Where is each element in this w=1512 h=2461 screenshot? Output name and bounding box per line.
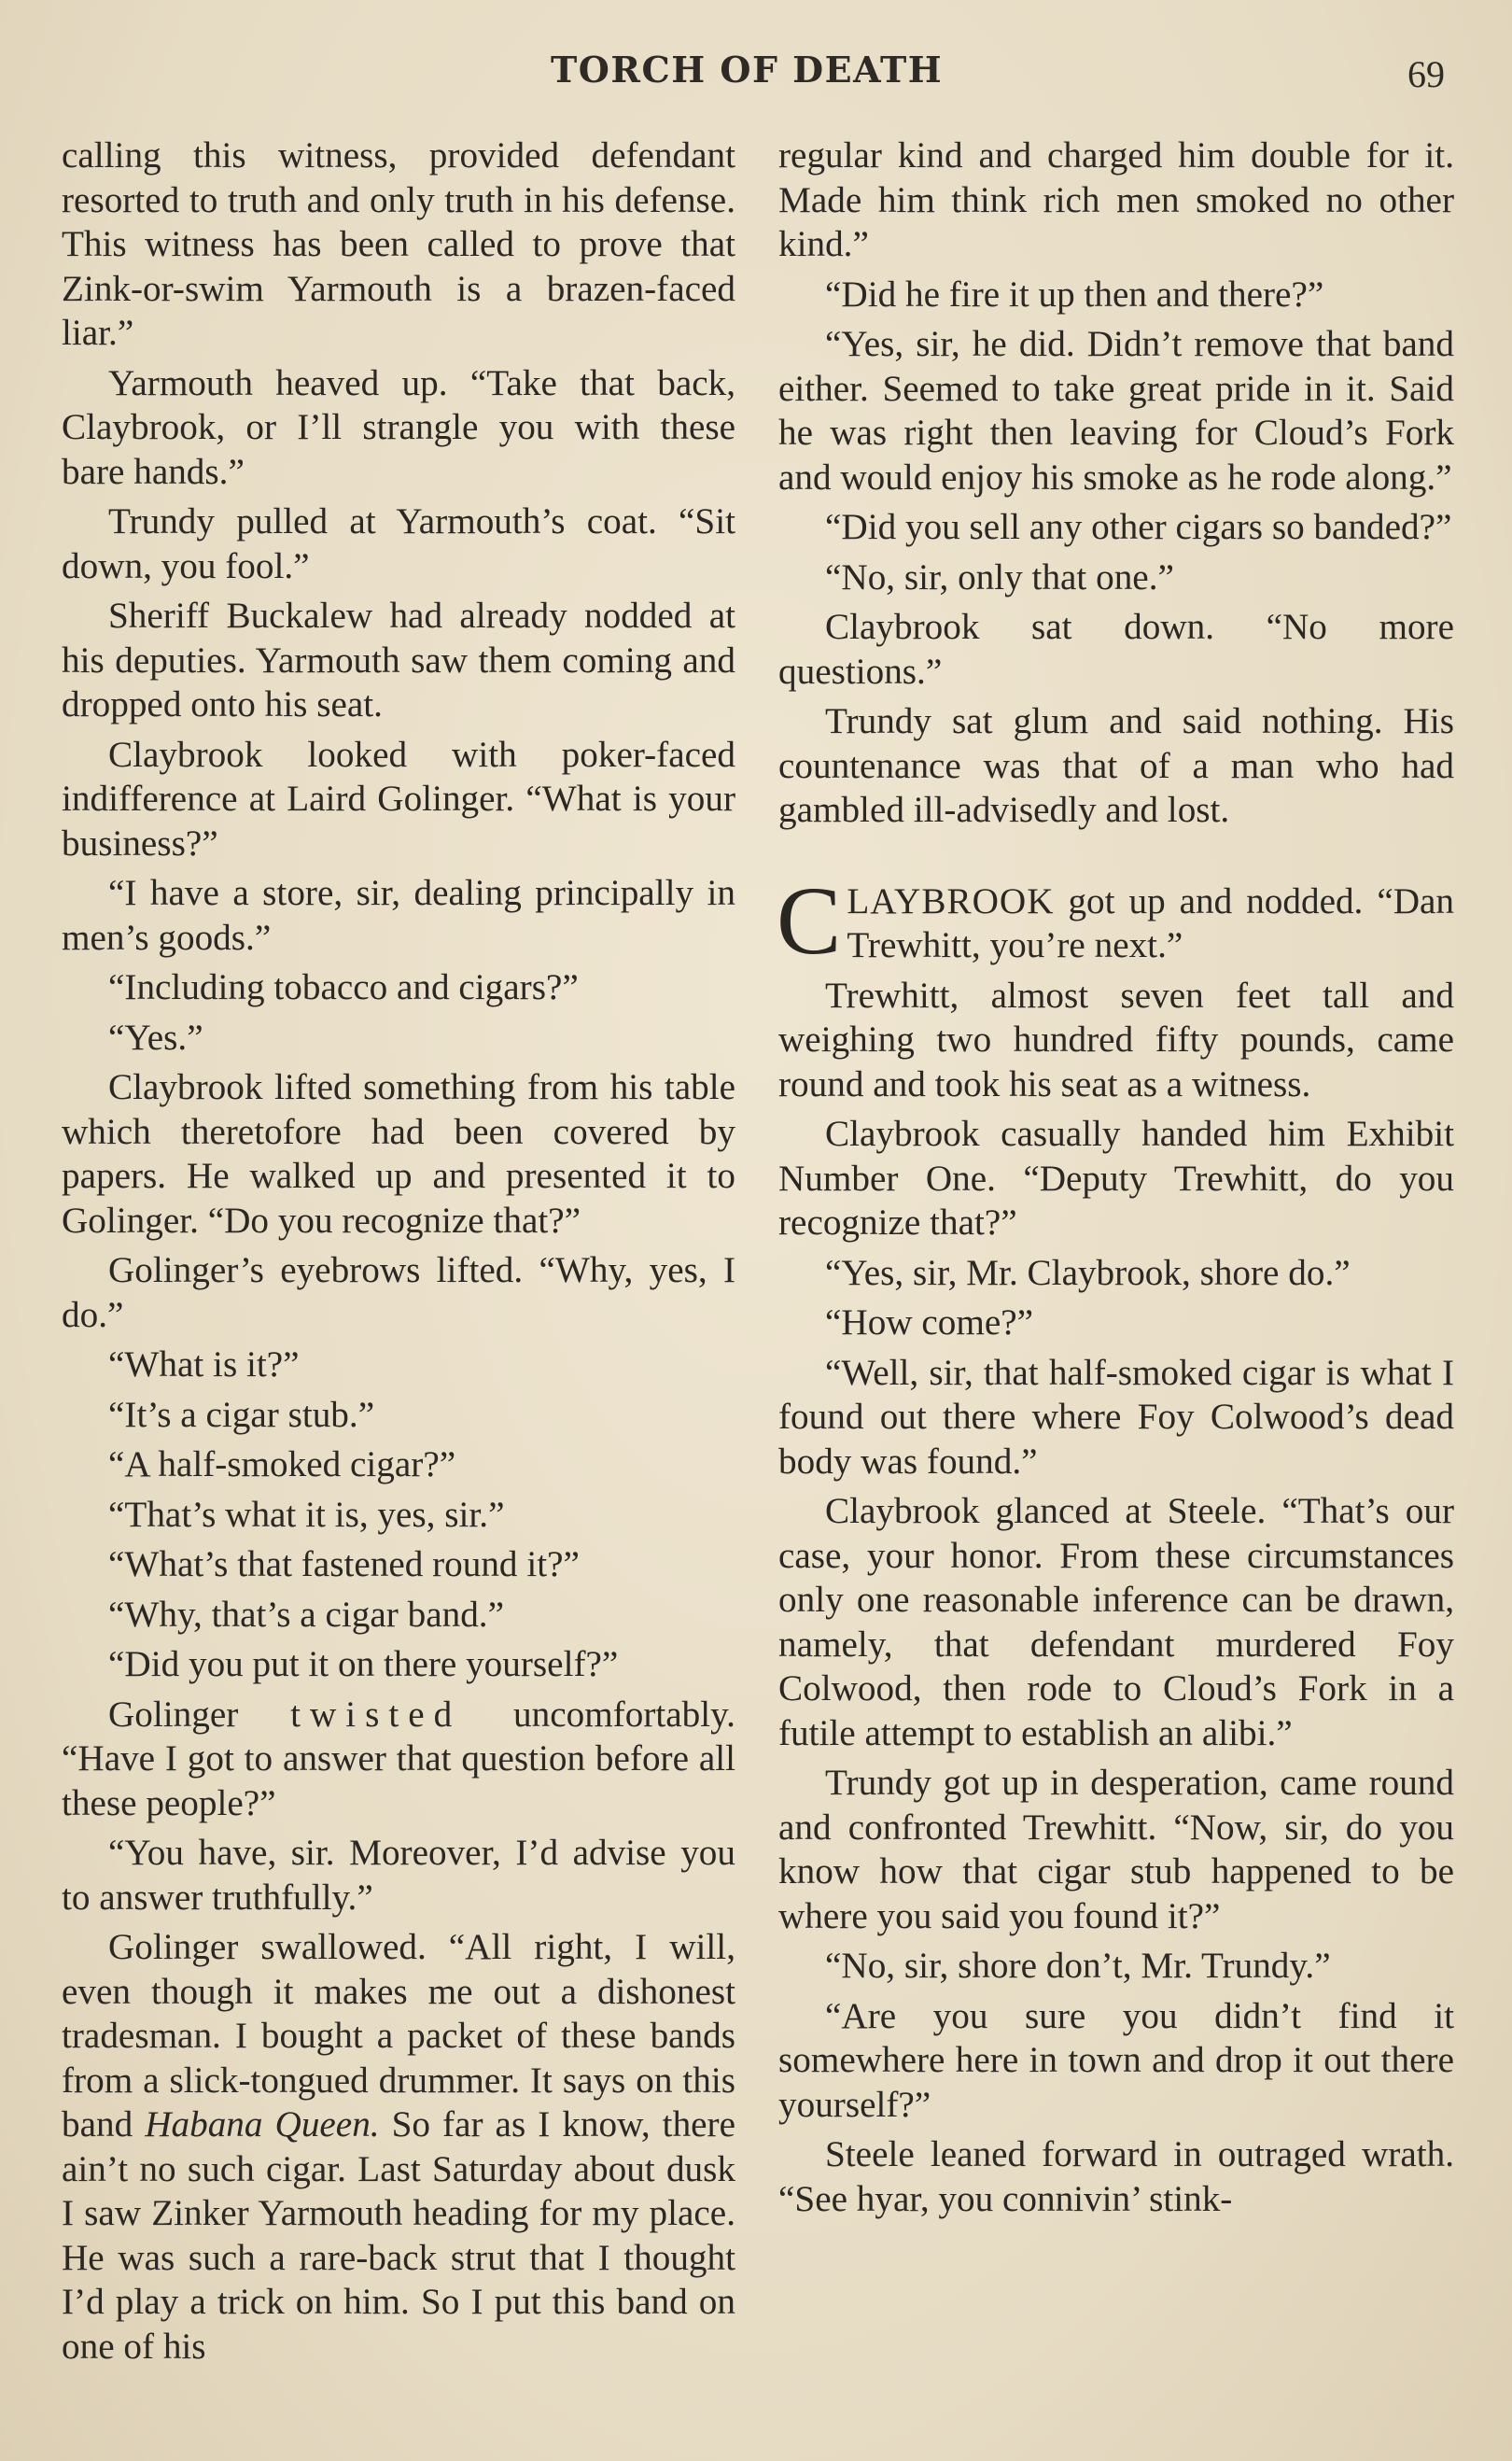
spaced-word: twisted [290, 1694, 462, 1735]
paragraph: “Did he fire it up then and there?” [825, 274, 1324, 315]
paragraph: regular kind and charged him double for it. Made him think rich men smoked no other kind.” [778, 135, 1454, 264]
paragraph: “How come?” [825, 1302, 1034, 1343]
paragraph: “Yes, sir, he did. Didn’t remove that band either. Seemed to take great pride in it. Said he was right then leaving for Cloud’s Fork and would enjoy his smoke as he rode along.” [778, 324, 1454, 498]
paragraph: Trundy pulled at Yarmouth’s coat. “Sit down, you fool.” [62, 501, 735, 586]
paragraph-text: uncomfortably. “Have I got to answer that question before all these people?” [62, 1694, 735, 1823]
paragraph: “Yes.” [108, 1017, 203, 1058]
paragraph: “You have, sir. Moreover, I’d advise you to answer truthfully.” [62, 1833, 735, 1918]
section-break [778, 838, 1454, 879]
paragraph: “No, sir, only that one.” [825, 556, 1174, 598]
paragraph: Claybrook lifted something from his table which theretofore had been covered by papers. He walked up and presented it to Golinger. “Do you recognize that?” [62, 1067, 735, 1241]
italic-cigar-name: Habana Queen. [145, 2104, 380, 2145]
left-paragraph-group [62, 134, 735, 1687]
paragraph: “Did you sell any other cigars so banded?” [825, 507, 1452, 547]
paragraph: Sheriff Buckalew had already nodded at his deputies. Yarmouth saw them coming and dropped onto his seat. [62, 596, 735, 724]
paragraph [62, 1693, 735, 1826]
paragraph: “Yes, sir, Mr. Claybrook, shore do.” [825, 1252, 1351, 1293]
paragraph-text: Golinger [108, 1694, 291, 1735]
paragraph: Claybrook glanced at Steele. “That’s our case, your honor. From these circumstances only one reasonable inference can be drawn, namely, that defendant murdered Foy Colwood, then rode to Cloud’s Fork in a futile attempt to establish an alibi.” [778, 1491, 1454, 1753]
paragraph: “Well, sir, that half-smoked cigar is what I found out there where Foy Colwood’s dead body was found.” [778, 1352, 1454, 1482]
paragraph: “What is it?” [108, 1344, 300, 1385]
paragraph: “Did you put it on there yourself?” [108, 1644, 619, 1684]
paragraph: Trewhitt, almost seven feet tall and weighing two hundred fifty pounds, came round and took his seat as a witness. [778, 975, 1454, 1104]
right-paragraph-group [778, 134, 1454, 833]
paragraph: “A half-smoked cigar?” [108, 1444, 456, 1484]
drop-cap-letter: C [777, 866, 842, 975]
paragraph-text: Golinger swallowed. “All right, I will, even though it makes me out a dishonest tradesman. I bought a packet of these bands from a slick-tongued drummer. It says on this band [62, 1927, 735, 2145]
running-head-title: TORCH OF DEATH [551, 49, 944, 91]
right-paragraph-group [778, 974, 1454, 2222]
paragraph: Claybrook looked with poker-faced indifference at Laird Golinger. “What is your business?” [62, 734, 735, 864]
paragraph: Trundy got up in desperation, came round and confronted Trewhitt. “Now, sir, do you know how that cigar stub happened to be where you said you found it?” [778, 1763, 1454, 1936]
paragraph: Claybrook sat down. “No more questions.” [778, 607, 1454, 692]
paragraph: “Why, that’s a cigar band.” [108, 1594, 504, 1635]
left-paragraph-group [62, 1831, 735, 1920]
small-caps-word: LAYBROOK [847, 880, 1055, 921]
paragraph-text: So far as I know, there ain’t no such cigar. Last Saturday about dusk I saw Zinker Yarmouth heading for my place. He was such a rare-back strut that I thought I’d play a trick on him. So I put this band on one of his [62, 2104, 735, 2367]
paragraph: Steele leaned forward in outraged wrath. “See hyar, you connivin’ stink- [778, 2134, 1454, 2219]
paragraph: Claybrook casually handed him Exhibit Number One. “Deputy Trewhitt, do you recognize that?” [778, 1114, 1454, 1243]
paragraph: “No, sir, shore don’t, Mr. Trundy.” [825, 1946, 1331, 1986]
paragraph: “It’s a cigar stub.” [108, 1394, 375, 1435]
paragraph: “Are you sure you didn’t find it somewhere here in town and drop it out there yourself?” [778, 1995, 1454, 2125]
paragraph: Trundy sat glum and said nothing. His countenance was that of a man who had gambled ill-advisedly and lost. [778, 701, 1454, 830]
paragraph: “Including tobacco and cigars?” [108, 967, 579, 1007]
paragraph: Yarmouth heaved up. “Take that back, Claybrook, or I’ll strangle you with these bare hands.” [62, 362, 735, 492]
dropcap-paragraph [777, 866, 1454, 975]
page-header [0, 45, 1512, 101]
paragraph: Golinger’s eyebrows lifted. “Why, yes, I do.” [62, 1250, 735, 1335]
paragraph: “That’s what it is, yes, sir.” [108, 1494, 505, 1535]
page-number: 69 [1407, 53, 1445, 95]
paragraph: calling this witness, provided defendant resorted to truth and only truth in his defense. This witness has been called to prove that Zink-or-swim Yarmouth is a brazen-faced liar.” [62, 135, 735, 353]
paragraph [62, 1925, 735, 2369]
paragraph: “I have a store, sir, dealing principally in men’s goods.” [62, 873, 735, 958]
right-column [778, 134, 1454, 2227]
left-column [62, 134, 735, 2374]
paragraph-text: got up and nodded. “Dan Trewhitt, you’re next.” [847, 880, 1454, 965]
paragraph: “What’s that fastened round it?” [108, 1544, 580, 1584]
